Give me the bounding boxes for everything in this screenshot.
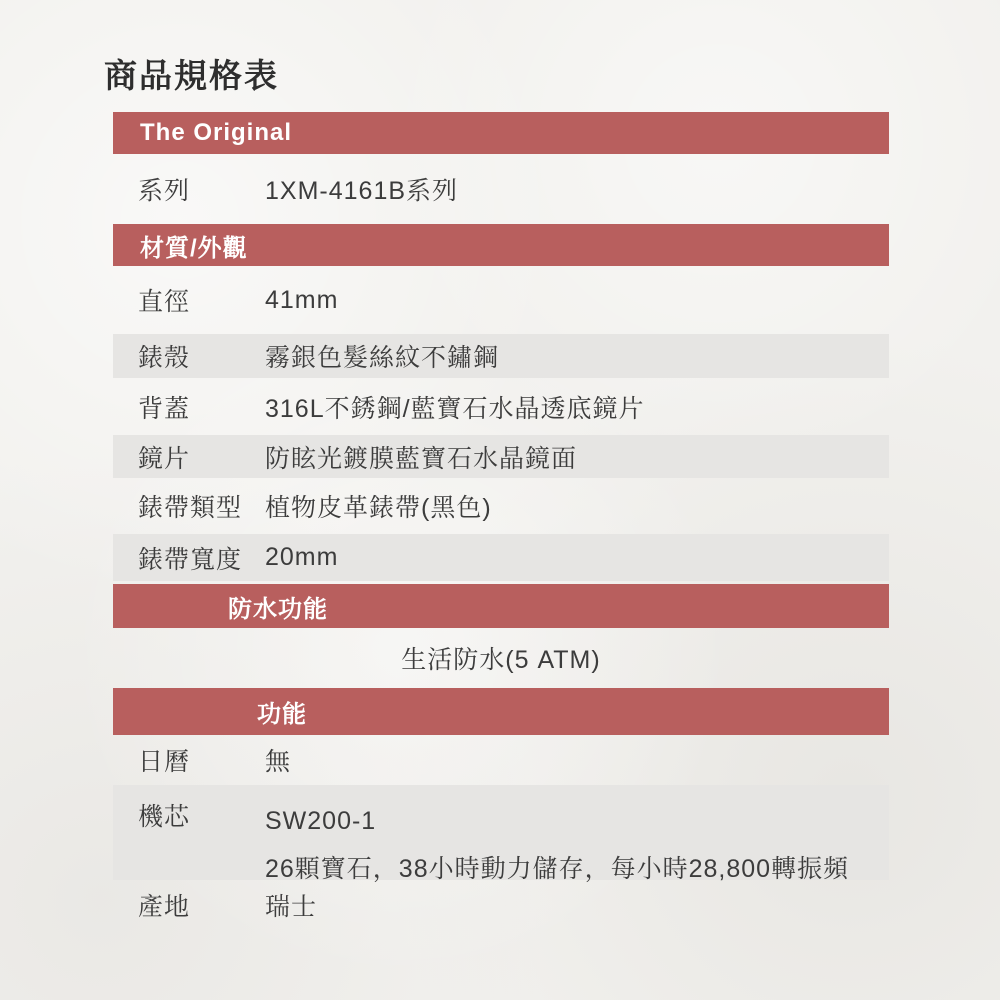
strap-type-value: 植物皮革錶帶(黑色) xyxy=(265,494,492,522)
calendar-value: 無 xyxy=(265,748,292,776)
spec-row-caseback xyxy=(113,378,889,435)
spec-row-movement xyxy=(113,785,889,883)
origin-label: 產地 xyxy=(138,893,191,921)
section-header-waterproof: 防水功能 xyxy=(113,584,889,628)
diameter-label: 直徑 xyxy=(138,288,191,316)
movement-label: 機芯 xyxy=(138,803,191,831)
section-header-material: 材質/外觀 xyxy=(113,224,889,266)
lens-value: 防眩光鍍膜藍寶石水晶鏡面 xyxy=(265,444,578,473)
calendar-label: 日曆 xyxy=(138,748,191,776)
page-title: 商品規格表 xyxy=(104,57,279,94)
lens-label: 鏡片 xyxy=(138,444,191,473)
series-value: 1XM-4161B系列 xyxy=(265,177,459,205)
case-label: 錶殼 xyxy=(138,344,191,372)
spec-table xyxy=(113,112,889,930)
strap-type-label: 錶帶類型 xyxy=(138,494,243,522)
section-header-original: The Original xyxy=(113,112,889,154)
caseback-value: 316L不銹鋼/藍寶石水晶透底鏡片 xyxy=(265,394,645,423)
spec-row-series xyxy=(113,154,889,224)
spec-row-calendar xyxy=(113,735,889,785)
series-label: 系列 xyxy=(138,177,191,205)
origin-value: 瑞士 xyxy=(265,893,318,921)
spec-row-lens xyxy=(113,435,889,478)
movement-model: SW200-1 xyxy=(265,807,377,835)
movement-value xyxy=(265,785,889,893)
spec-row-strap-type xyxy=(113,478,889,534)
spec-row-origin xyxy=(113,880,889,930)
caseback-label: 背蓋 xyxy=(138,394,191,423)
movement-details: 26顆寶石，38小時動力儲存，每小時28,800轉振頻 xyxy=(265,855,850,883)
water-resistance-value: 生活防水(5 ATM) xyxy=(401,646,601,674)
strap-width-value: 20mm xyxy=(265,543,339,571)
strap-width-label: 錶帶寬度 xyxy=(138,545,243,574)
spec-row-water-resistance xyxy=(113,628,889,688)
section-header-function: 功能 xyxy=(113,688,889,735)
spec-row-diameter xyxy=(113,266,889,334)
diameter-value: 41mm xyxy=(265,285,339,314)
spec-row-case xyxy=(113,334,889,378)
spec-row-strap-width xyxy=(113,534,889,581)
case-value: 霧銀色髮絲紋不鏽鋼 xyxy=(265,344,500,372)
